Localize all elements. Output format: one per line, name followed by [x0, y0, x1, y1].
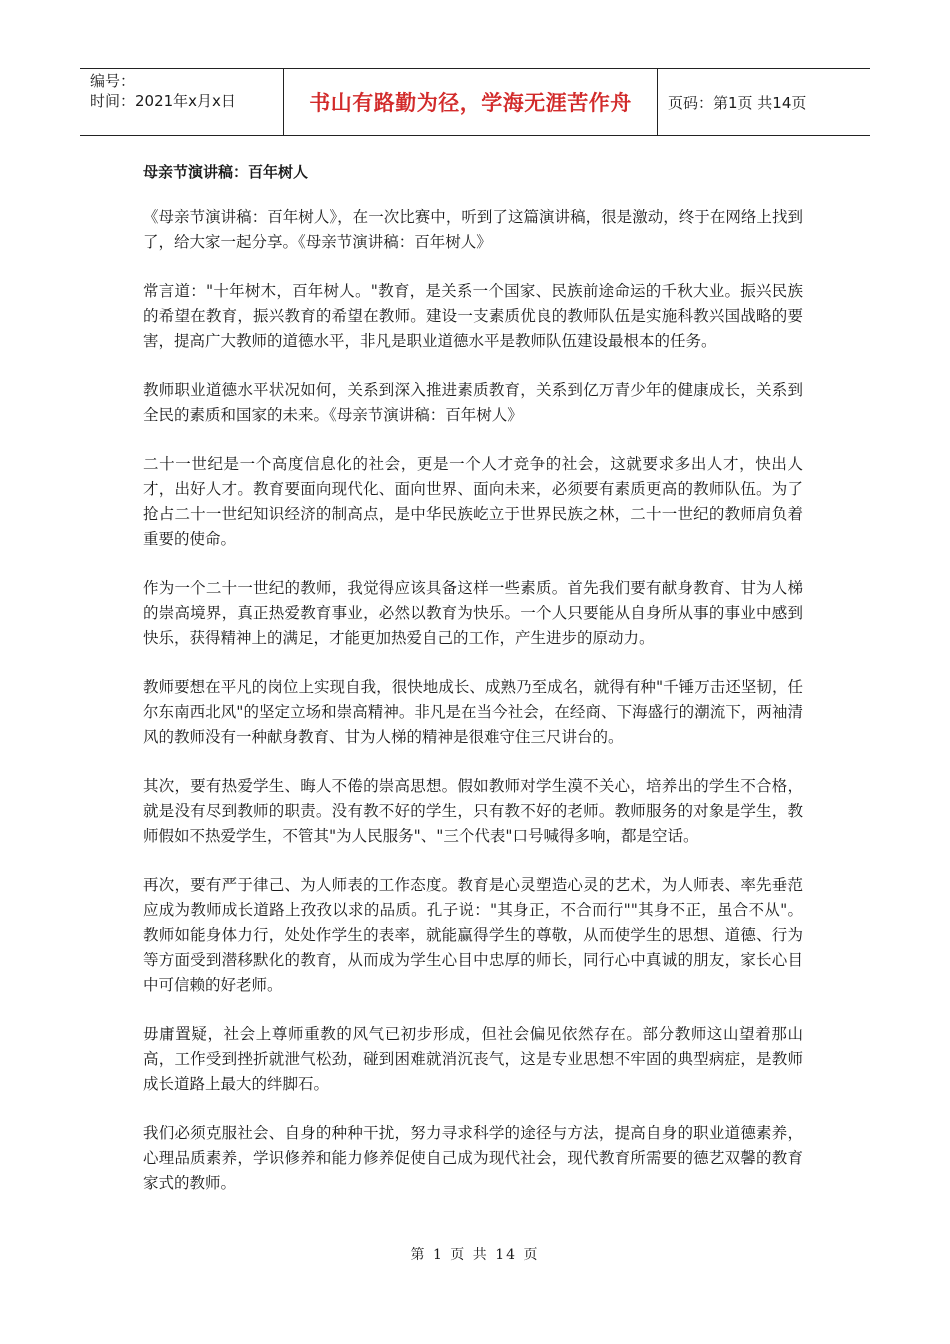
date-label: 时间：2021年x月x日	[90, 92, 236, 110]
page-info: 页码：第1页 共14页	[668, 93, 807, 112]
document-title: 母亲节演讲稿：百年树人	[143, 163, 309, 181]
motto-text: 书山有路勤为径，学海无涯苦作舟	[309, 91, 632, 115]
header-page-cell	[658, 69, 870, 135]
paragraph: 其次，要有热爱学生、晦人不倦的崇高思想。假如教师对学生漠不关心，培养出的学生不合格，就是没有尽到教师的职责。没有教不好的学生，只有教不好的老师。教师服务的对象是学生，教师假如不热爱学生，不管其"为人民服务"、"三个代表"口号喊得多响，都是空话。	[143, 777, 803, 845]
paragraph: 常言道："十年树木，百年树人。"教育，是关系一个国家、民族前途命运的千秋大业。振兴民族的希望在教育，振兴教育的希望在教师。建设一支素质优良的教师队伍是实施科教兴国战略的要害，提高广大教师的道德水平，非凡是职业道德水平是教师队伍建设最根本的任务。	[143, 282, 803, 350]
document-header	[80, 68, 870, 136]
paragraph: 毋庸置疑，社会上尊师重教的风气已初步形成，但社会偏见依然存在。部分教师这山望着那山高，工作受到挫折就泄气松劲，碰到困难就消沉丧气，这是专业思想不牢固的典型病症，是教师成长道路上最大的绊脚石。	[143, 1025, 803, 1093]
document-body	[143, 160, 803, 1220]
serial-number-label: 编号：	[90, 72, 136, 90]
paragraph: 二十一世纪是一个高度信息化的社会，更是一个人才竞争的社会，这就要求多出人才，快出人才，出好人才。教育要面向现代化、面向世界、面向未来，必须要有素质更高的教师队伍。为了抢占二十一世纪知识经济的制高点，是中华民族屹立于世界民族之林，二十一世纪的教师肩负着重要的使命。	[143, 455, 803, 548]
paragraph: 作为一个二十一世纪的教师，我觉得应该具备这样一些素质。首先我们要有献身教育、甘为人梯的崇高境界，真正热爱教育事业，必然以教育为快乐。一个人只要能从自身所从事的事业中感到快乐，获得精神上的满足，才能更加热爱自己的工作，产生进步的原动力。	[143, 579, 803, 647]
paragraph: 再次，要有严于律己、为人师表的工作态度。教育是心灵塑造心灵的艺术，为人师表、率先垂范应成为教师成长道路上孜孜以求的品质。孔子说："其身正，不合而行""其身不正，虽合不从"。教师如能身体力行，处处作学生的表率，就能赢得学生的尊敬，从而使学生的思想、道德、行为等方面受到潜移默化的教育，从而成为学生心目中忠厚的师长，同行心中真诚的朋友，家长心目中可信赖的好老师。	[143, 876, 803, 994]
header-motto-cell	[284, 69, 658, 135]
paragraph: 教师职业道德水平状况如何，关系到深入推进素质教育，关系到亿万青少年的健康成长，关系到全民的素质和国家的未来。《母亲节演讲稿：百年树人》	[143, 381, 803, 424]
page-footer: 第 1 页 共 14 页	[410, 1247, 540, 1263]
header-meta-cell	[80, 69, 284, 135]
paragraph: 我们必须克服社会、自身的种种干扰，努力寻求科学的途径与方法，提高自身的职业道德素养，心理品质素养，学识修养和能力修养促使自己成为现代社会，现代教育所需要的德艺双馨的教育家式的教师。	[143, 1124, 803, 1192]
paragraph: 教师要想在平凡的岗位上实现自我，很快地成长、成熟乃至成名，就得有种"千锤万击还坚韧，任尔东南西北风"的坚定立场和崇高精神。非凡是在当今社会，在经商、下海盛行的潮流下，两袖清风的教师没有一种献身教育、甘为人梯的精神是很难守住三尺讲台的。	[143, 678, 803, 746]
paragraph: 《母亲节演讲稿：百年树人》，在一次比赛中，听到了这篇演讲稿，很是激动，终于在网络上找到了，给大家一起分享。《母亲节演讲稿：百年树人》	[143, 208, 803, 251]
